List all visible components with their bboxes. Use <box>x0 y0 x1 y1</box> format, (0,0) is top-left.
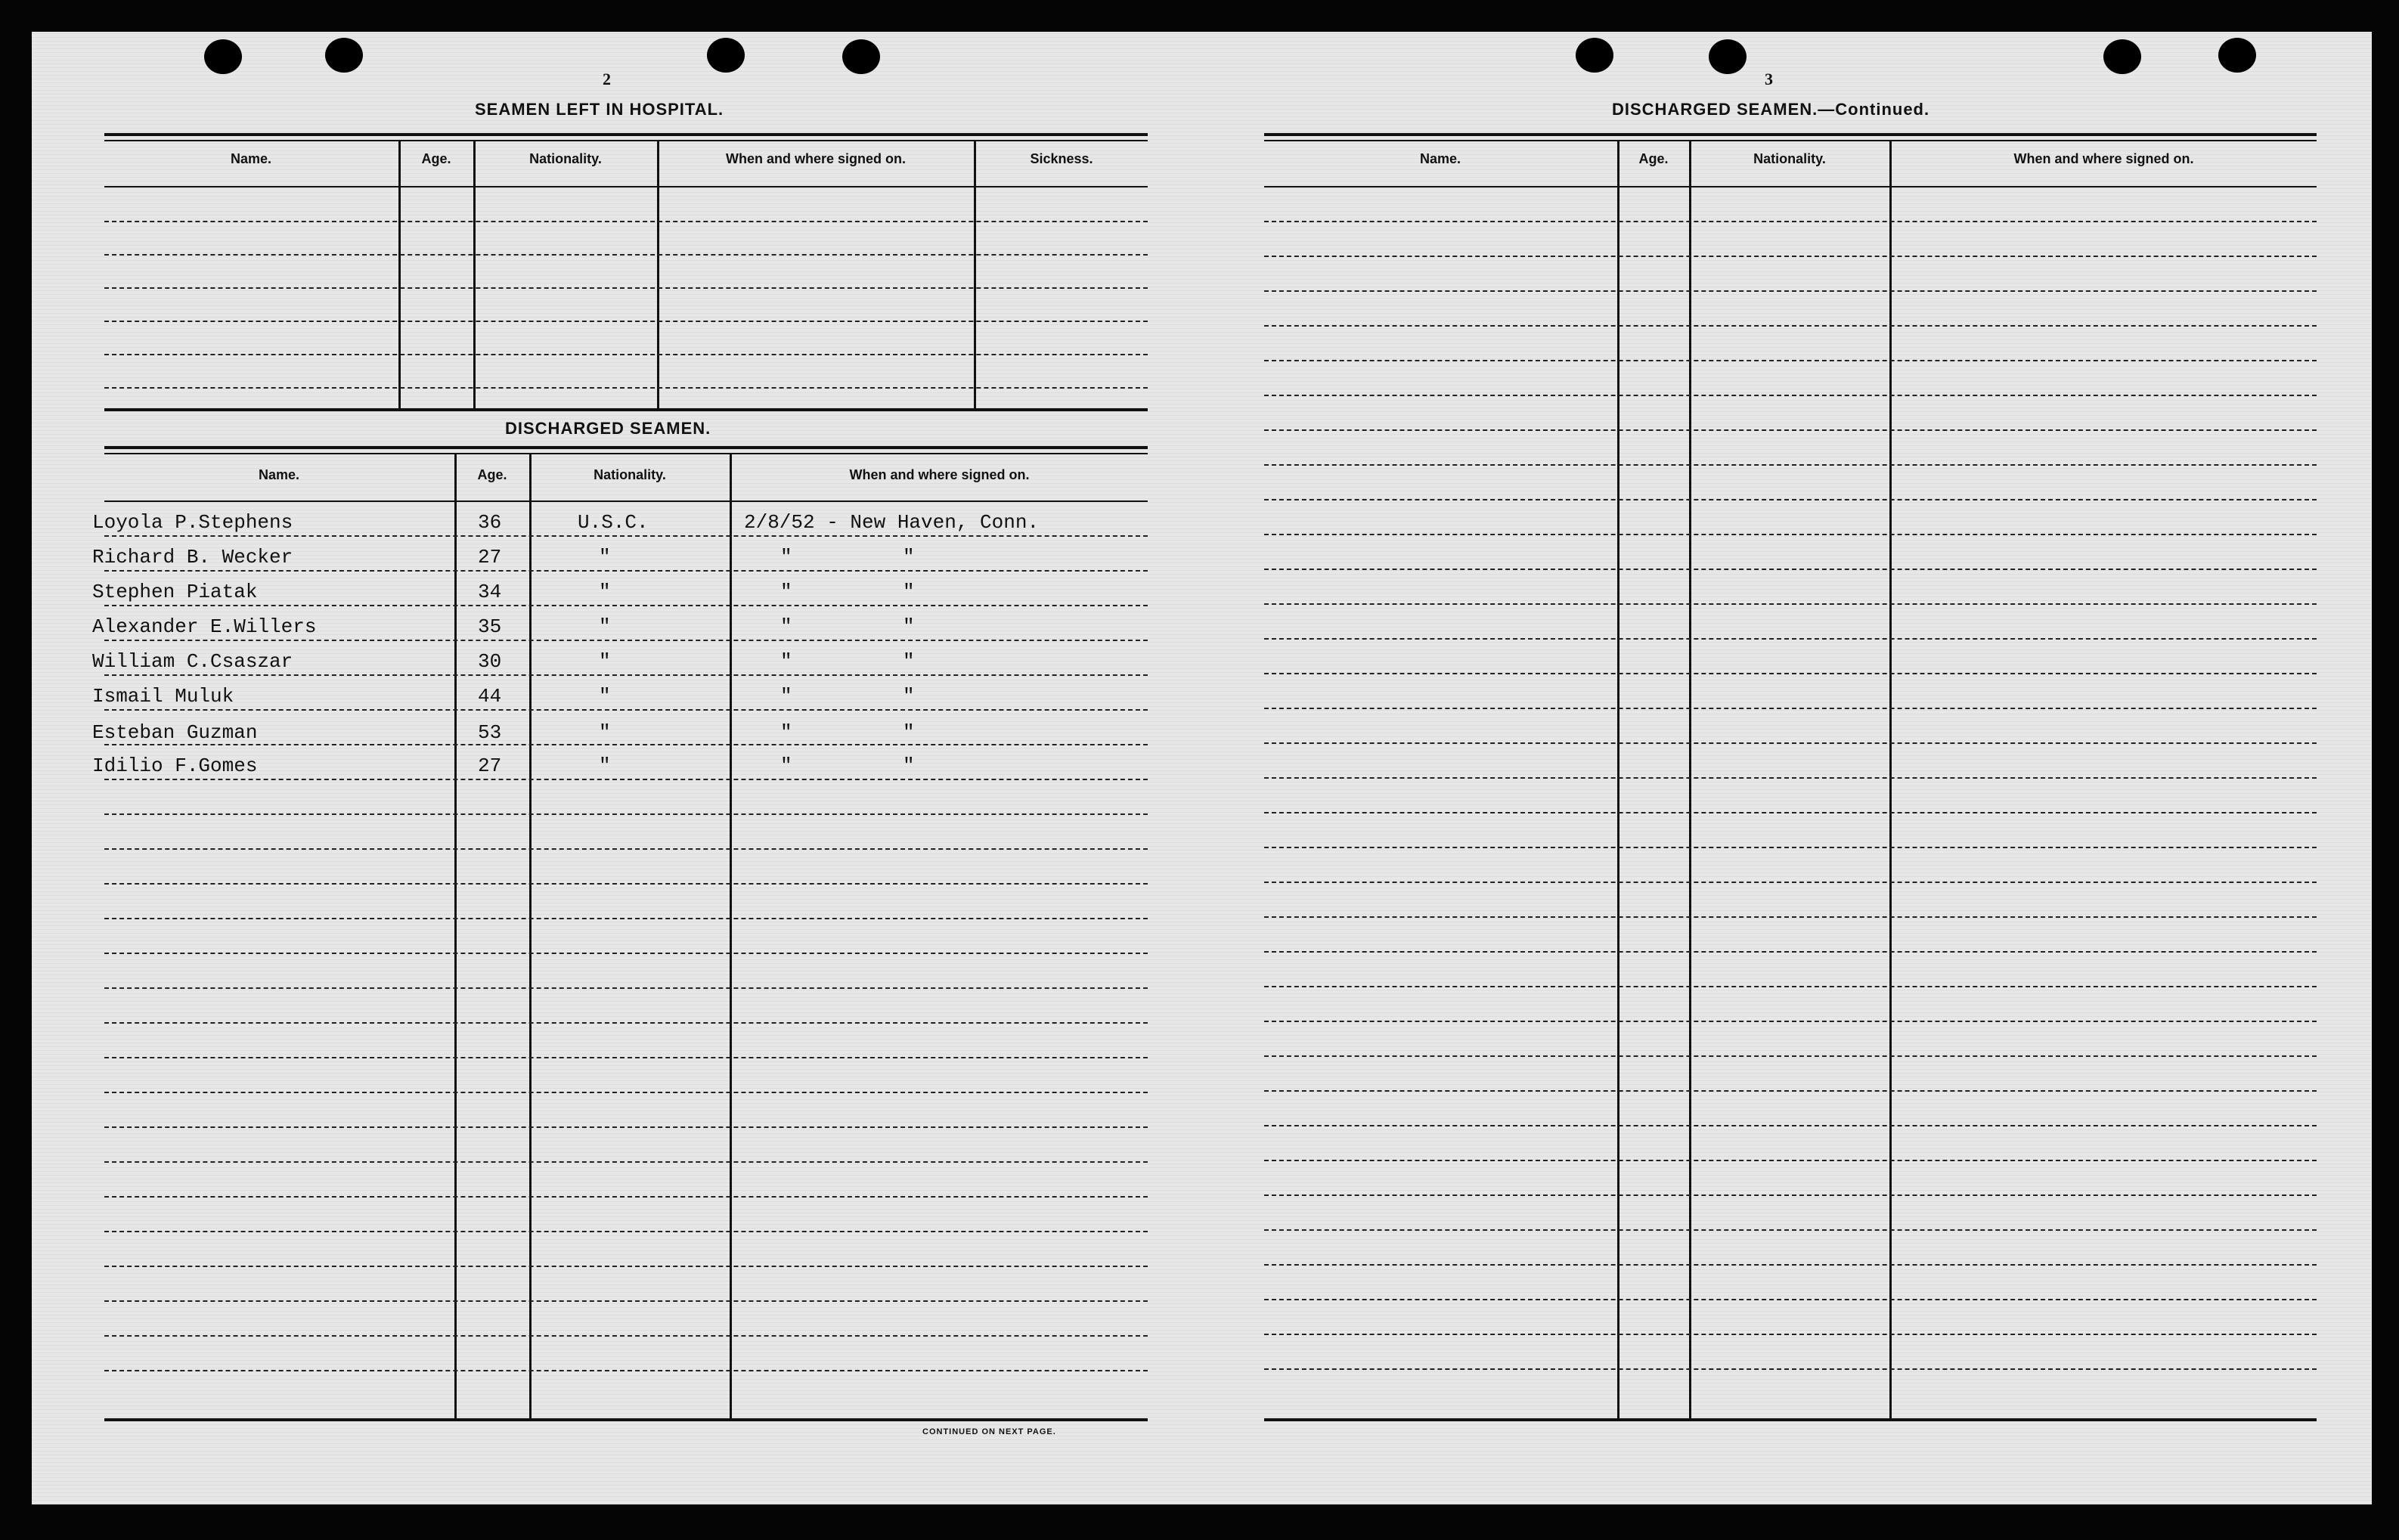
seaman-nationality: " <box>599 721 611 744</box>
ditto-mark: " <box>780 615 792 638</box>
seaman-name: Ismail Muluk <box>92 685 234 708</box>
discharged-continued-title: DISCHARGED SEAMEN.—Continued. <box>1612 100 1930 119</box>
discharged-section-title: DISCHARGED SEAMEN. <box>505 419 711 438</box>
seaman-nationality: " <box>599 685 611 708</box>
seaman-name: Idilio F.Gomes <box>92 755 258 777</box>
ditto-mark: " <box>903 685 915 708</box>
discharged-header-signed-on: When and where signed on. <box>849 467 1030 482</box>
hospital-header-nationality: Nationality. <box>529 151 602 166</box>
punch-hole <box>1709 39 1747 74</box>
discharged-header-age: Age. <box>477 467 507 482</box>
seaman-name: Richard B. Wecker <box>92 546 293 569</box>
seaman-name: Loyola P.Stephens <box>92 511 293 534</box>
ditto-mark: " <box>780 755 792 777</box>
punch-hole <box>842 39 880 74</box>
ditto-mark: " <box>780 650 792 673</box>
discharged-header-nationality: Nationality. <box>594 467 666 482</box>
seaman-age: 35 <box>478 615 502 638</box>
seaman-nationality: " <box>599 546 611 569</box>
continued-note: CONTINUED ON NEXT PAGE. <box>922 1427 1056 1436</box>
seaman-age: 27 <box>478 755 502 777</box>
crew-list-sheet <box>32 32 2372 1504</box>
seaman-nationality: " <box>599 615 611 638</box>
seaman-age: 36 <box>478 511 502 534</box>
continued-header-age: Age. <box>1638 151 1669 166</box>
seaman-nationality: " <box>599 581 611 603</box>
punch-hole <box>204 39 242 74</box>
seaman-age: 53 <box>478 721 502 744</box>
punch-hole <box>707 38 745 73</box>
seaman-name: Alexander E.Willers <box>92 615 317 638</box>
seaman-age: 34 <box>478 581 502 603</box>
seaman-name: Stephen Piatak <box>92 581 258 603</box>
seaman-age: 27 <box>478 546 502 569</box>
ditto-mark: " <box>780 721 792 744</box>
ditto-mark: " <box>903 581 915 603</box>
seaman-name: William C.Csaszar <box>92 650 293 673</box>
seaman-signed-on: 2/8/52 - New Haven, Conn. <box>744 511 1040 534</box>
punch-hole <box>325 38 363 73</box>
continued-header-name: Name. <box>1419 151 1461 166</box>
punch-hole <box>1576 38 1613 73</box>
hospital-header-signed-on: When and where signed on. <box>725 151 907 166</box>
page-number-right: 3 <box>1765 70 1773 88</box>
continued-header-signed-on: When and where signed on. <box>2013 151 2194 166</box>
ditto-mark: " <box>903 721 915 744</box>
hospital-section-title: SEAMEN LEFT IN HOSPITAL. <box>475 100 724 119</box>
ditto-mark: " <box>903 755 915 777</box>
ditto-mark: " <box>903 650 915 673</box>
seaman-nationality: " <box>599 755 611 777</box>
seaman-age: 44 <box>478 685 502 708</box>
punch-hole <box>2218 38 2256 73</box>
discharged-header-name: Name. <box>258 467 300 482</box>
hospital-header-sickness: Sickness. <box>1030 151 1093 166</box>
seaman-nationality: U.S.C. <box>578 511 649 534</box>
page-number-left: 2 <box>603 70 611 88</box>
ditto-mark: " <box>903 546 915 569</box>
hospital-header-age: Age. <box>421 151 451 166</box>
ditto-mark: " <box>780 546 792 569</box>
ditto-mark: " <box>903 615 915 638</box>
continued-header-nationality: Nationality. <box>1753 151 1826 166</box>
ditto-mark: " <box>780 581 792 603</box>
hospital-header-name: Name. <box>230 151 272 166</box>
seaman-age: 30 <box>478 650 502 673</box>
punch-hole <box>2103 39 2141 74</box>
ditto-mark: " <box>780 685 792 708</box>
seaman-name: Esteban Guzman <box>92 721 258 744</box>
seaman-nationality: " <box>599 650 611 673</box>
